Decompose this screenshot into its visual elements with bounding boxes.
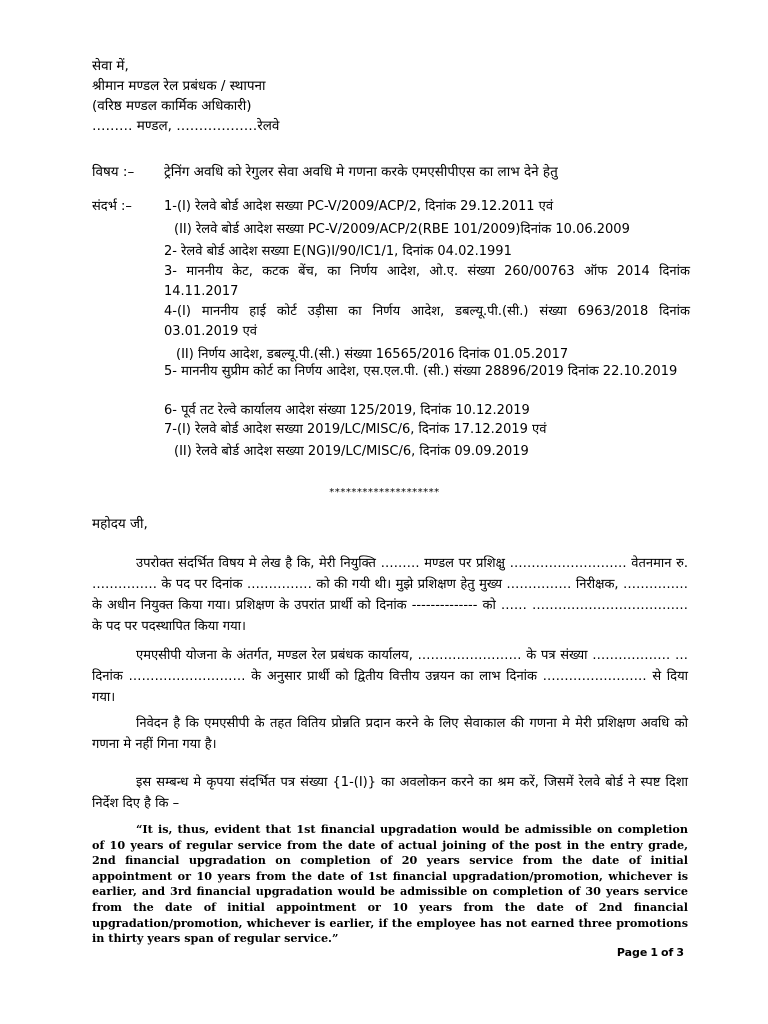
reference-item: 2- रेलवे बोर्ड आदेश सख्या E(NG)I/90/IC1/1, दिनांक 04.02.1991 <box>164 244 512 259</box>
reference-item: 1-(I) रेलवे बोर्ड आदेश सख्या PC-V/2009/ACP/2, दिनांक 29.12.2011 एवं <box>164 199 554 214</box>
separator-stars: ******************** <box>328 487 440 498</box>
reference-item: 7-(I) रेलवे बोर्ड आदेश सख्या 2019/LC/MISC/6, दिनांक 17.12.2019 एवं <box>164 422 547 437</box>
paragraph <box>92 713 688 755</box>
address-block <box>92 56 279 136</box>
reference-item: 5- माननीय सुप्रीम कोर्ट का निर्णय आदेश, एस.एल.पी. (सी.) संख्या 28896/2019 दिनांक 22.10.2019 <box>164 364 678 379</box>
reference-item: 3- माननीय केट, कटक बेंच, का निर्णय आदेश, ओ.ए. संख्या 260/00763 ऑफ 2014 दिनांक 14.11.2017 <box>164 264 690 299</box>
reference-item: 6- पूर्व तट रेल्वे कार्यालय आदेश संख्या 125/2019, दिनांक 10.12.2019 <box>164 403 530 418</box>
paragraph-text: उपरोक्त संदर्भित विषय मे लेख है कि, मेरी नियुक्ति ……… मण्डल पर प्रशिक्षु ……………………… वेतनमान रु. …………… के पद पर दिनांक …………… को की गयी थी। मुझे प्रशिक्षण हेतु मुख्य …………… निरीक्षक, …………… के अधीन नियुक्त किया गया। प्रशिक्षण के उपरांत प्रार्थी को दिनांक -------------- को …… ……………………………… के पद पर पदस्थापित किया गया। <box>92 556 688 634</box>
paragraph-text: इस सम्बन्ध मे कृपया संदर्भित पत्र संख्या {1-(I)} का अवलोकन करने का श्रम करें, जिसमें रेलवे बोर्ड ने स्पष्ट दिशा निर्देश दिए है कि – <box>92 775 688 811</box>
address-line-3: (वरिष्ठ मण्डल कार्मिक अधिकारी) <box>92 98 252 114</box>
page-total: 3 <box>676 946 684 959</box>
paragraph <box>92 553 688 637</box>
paragraph <box>92 772 688 814</box>
reference-item: (II) निर्णय आदेश, डबल्यू.पी.(सी.) संख्या 16565/2016 दिनांक 01.05.2017 <box>176 347 569 362</box>
address-line-4: ……… मण्डल, ………………रेलवे <box>92 118 280 134</box>
address-line-2: श्रीमान मण्डल रेल प्रबंधक / स्थापना <box>92 78 266 94</box>
paragraph-text: निवेदन है कि एमएसीपी के तहत वितिय प्रोन्नति प्रदान करने के लिए सेवाकाल की गणना मे मेरी प्रशिक्षण अवधि को गणना मे नहीं गिना गया है। <box>92 716 688 752</box>
paragraph-text: एमएसीपी योजना के अंतर्गत, मण्डल रेल प्रबंधक कार्यालय, …………………… के पत्र संख्या ……………… … दिनांक ……………………… के अनुसार प्रार्थी को द्वितीय वित्तीय उन्नयन का लाभ दिनांक …………………… से दिया गया। <box>92 648 688 705</box>
page-word: Page <box>616 946 648 959</box>
page-current: 1 <box>650 946 658 959</box>
paragraph <box>92 645 688 708</box>
quote-text: “It is, thus, evident that 1st financial upgradation would be admissible on completion of 10 years of regular service from the date of actual joining of the post in the entry grade, 2nd financial upgradation on completion of 20 years service from the date of initial appointment or 10 years from the date of 1st financial upgradation/promotion, whichever is earlier, and 3rd financial upgradation would be admissible on completion of 30 years service from the date of initial appointment or 10 years from the date of 2nd financial upgradation/promotion, whichever is earlier, if the employee has not earned three promotions in thirty years span of regular service.” <box>92 822 688 946</box>
quoted-board-directive <box>92 822 688 947</box>
subject-line <box>92 162 558 180</box>
reference-item: (II) रेलवे बोर्ड आदेश सख्या PC-V/2009/ACP/2(RBE 101/2009)दिनांक 10.06.2009 <box>174 222 630 237</box>
address-line-1: सेवा में, <box>92 58 129 74</box>
subject-text: ट्रेनिंग अवधि को रेगुलर सेवा अवधि मे गणना करके एमएसीपीएस का लाभ देने हेतु <box>164 164 558 180</box>
page-number <box>617 946 684 959</box>
subject-label: विषय :– <box>92 164 135 180</box>
page-of-word: of <box>661 946 674 959</box>
salutation: महोदय जी, <box>92 516 148 532</box>
reference-item: (II) रेलवे बोर्ड आदेश सख्या 2019/LC/MISC/6, दिनांक 09.09.2019 <box>174 444 529 459</box>
reference-item: 4-(I) माननीय हाई कोर्ट उड़ीसा का निर्णय आदेश, डबल्यू.पी.(सी.) संख्या 6963/2018 दिनांक 03.01.2019 एवं <box>164 304 690 339</box>
references-label: संदर्भ :– <box>92 199 132 214</box>
